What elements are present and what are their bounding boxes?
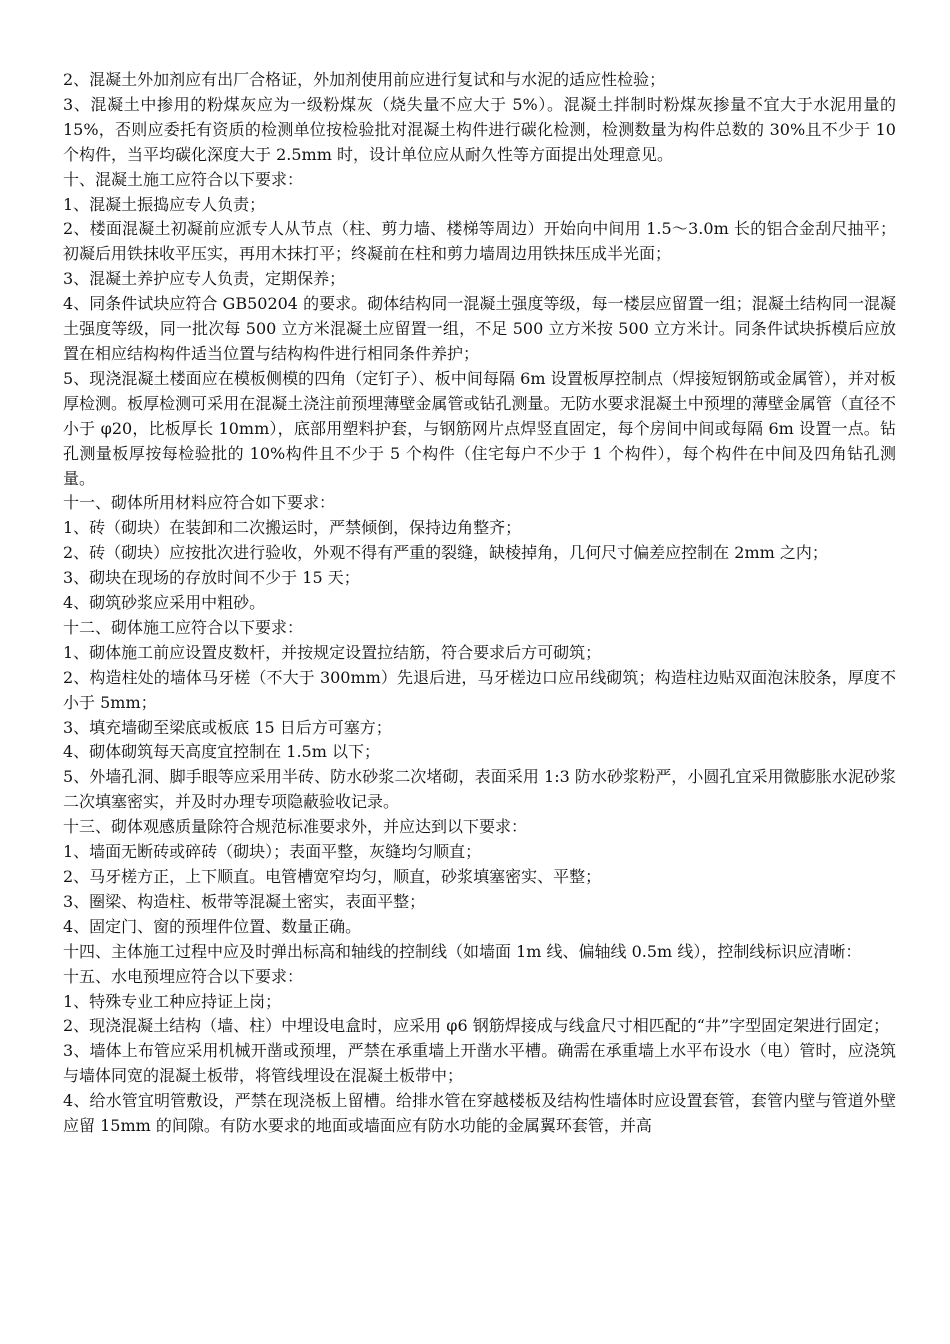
paragraph: 3、填充墙砌至梁底或板底 15 日后方可塞方； — [63, 717, 392, 737]
paragraph: 2、马牙槎方正，上下顺直。电管槽宽窄均匀，顺直，砂浆填塞密实、平整； — [63, 867, 602, 886]
paragraph: 2、构造柱处的墙体马牙槎（不大于 300mm）先退后进，马牙槎边口应吊线砌筑；构造柱边贴双面泡沫胶条，厚度不小于 5mm； — [63, 667, 896, 712]
paragraph: 3、砌块在现场的存放时间不少于 15 天； — [63, 568, 360, 588]
paragraph: 2、楼面混凝土初凝前应派专人从节点（柱、剪力墙、楼梯等周边）开始向中间用 1.5～3.0m 长的铝合金刮尺抽平；初凝后用铁抹收平压实，再用木抹打平；终凝前在柱和剪力墙周边用铁抹压成半光面； — [63, 219, 896, 264]
paragraph: 3、墙体上布管应采用机械开凿或预埋，严禁在承重墙上开凿水平槽。确需在承重墙上水平布设水（电）管时，应浇筑与墙体同宽的混凝土板带，将管线埋设在混凝土板带中； — [63, 1041, 896, 1086]
paragraph: 1、墙面无断砖或碎砖（砌块）；表面平整，灰缝均匀顺直； — [63, 842, 482, 862]
paragraph: 1、特殊专业工种应持证上岗； — [63, 991, 282, 1011]
paragraph: 3、混凝土养护应专人负责，定期保养； — [63, 269, 346, 289]
paragraph: 2、现浇混凝土结构（墙、柱）中埋设电盒时，应采用 φ6 钢筋焊接成与线盒尺寸相匹配的“井”字型固定架进行固定； — [63, 1016, 890, 1036]
paragraph: 4、砌筑砂浆应采用中粗砂。 — [63, 593, 266, 613]
section-heading: 十、混凝土施工应符合以下要求： — [63, 169, 304, 189]
paragraph: 2、砖（砌块）应按批次进行验收，外观不得有严重的裂缝，缺棱掉角，几何尺寸偏差应控制在 2mm 之内； — [63, 543, 828, 563]
section-heading: 十三、砌体观感质量除符合规范标准要求外，并应达到以下要求： — [63, 817, 528, 837]
paragraph: 1、混凝土振捣应专人负责； — [63, 194, 266, 214]
paragraph: 4、砌体砌筑每天高度宜控制在 1.5m 以下； — [63, 742, 380, 762]
paragraph: 5、现浇混凝土楼面应在模板侧模的四角（定钉子）、板中间每隔 6m 设置板厚控制点（焊接短钢筋或金属管），并对板厚检测。板厚检测可采用在混凝土浇注前预埋薄壁金属管或钻孔测量。无防水要求混凝土中预埋的薄壁金属管（直径不小于 φ20，比板厚长 10mm），底部用塑料护套，与钢筋网片点焊竖直固定，每个房间中间或每隔 6m 设置一点。钻孔测量板厚按每检验批的 10%构件且不少于 5 个构件（住宅每户不少于 1 个构件），每个构件在中间及四角钻孔测量。 — [63, 368, 896, 488]
paragraph: 1、砌体施工前应设置皮数杆，并按规定设置拉结筋，符合要求后方可砌筑； — [63, 642, 602, 662]
paragraph: 2、混凝土外加剂应有出厂合格证，外加剂使用前应进行复试和与水泥的适应性检验； — [63, 70, 666, 89]
section-heading: 十五、水电预埋应符合以下要求： — [63, 966, 304, 986]
paragraph: 4、固定门、窗的预埋件位置、数量正确。 — [63, 916, 362, 936]
section-heading: 十四、主体施工过程中应及时弹出标高和轴线的控制线（如墙面 1m 线、偏轴线 0.5m 线），控制线标识应清晰： — [63, 941, 862, 961]
paragraph: 4、同条件试块应符合 GB50204 的要求。砌体结构同一混凝土强度等级，每一楼层应留置一组；混凝土结构同一混凝土强度等级，同一批次每 500 立方米混凝土应留置一组，不足 500 立方米按 500 立方米计。同条件试块拆模后应放置在相应结构构件适当位置与结构构件进行相同条件养护； — [63, 294, 896, 363]
paragraph: 3、圈梁、构造柱、板带等混凝土密实，表面平整； — [63, 891, 426, 911]
paragraph: 3、混凝土中掺用的粉煤灰应为一级粉煤灰（烧失量不应大于 5%）。混凝土拌制时粉煤灰掺量不宜大于水泥用量的 15%，否则应委托有资质的检测单位按检验批对混凝土构件进行碳化检测，检测数量为构件总数的 30%且不少于 10 个构件，当平均碳化深度大于 2.5mm 时，设计单位应从耐久性等方面提出处理意见。 — [63, 94, 896, 164]
paragraph: 4、给水管宜明管敷设，严禁在现浇板上留槽。给排水管在穿越楼板及结构性墙体时应设置套管，套管内壁与管道外壁应留 15mm 的间隙。有防水要求的地面或墙面应有防水功能的金属翼环套管，并高 — [63, 1091, 896, 1136]
section-heading: 十二、砌体施工应符合以下要求： — [63, 617, 304, 637]
paragraph: 5、外墙孔洞、脚手眼等应采用半砖、防水砂浆二次堵砌，表面采用 1:3 防水砂浆粉严，小圆孔宜采用微膨胀水泥砂浆二次填塞密实，并及时办理专项隐蔽验收记录。 — [63, 767, 896, 812]
section-heading: 十一、砌体所用材料应符合如下要求： — [63, 493, 336, 513]
paragraph: 1、砖（砌块）在装卸和二次搬运时，严禁倾倒，保持边角整齐； — [63, 518, 522, 538]
